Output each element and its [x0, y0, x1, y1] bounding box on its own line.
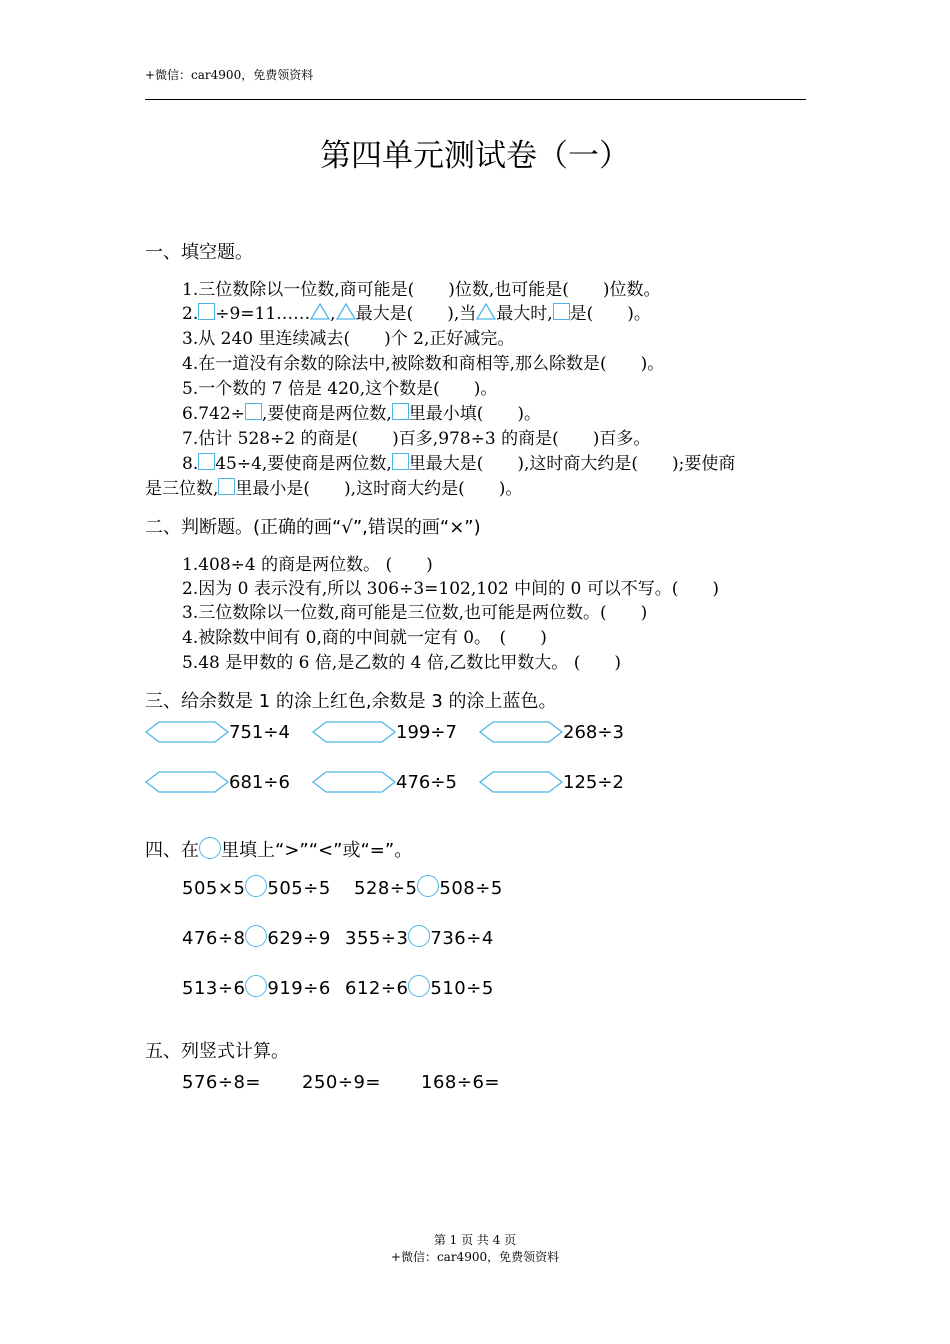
compare-left: 505×5: [182, 878, 246, 899]
division-expr: 268÷3: [563, 721, 624, 743]
fill-q7: 7.估计 528÷2 的商是( )百多,978÷3 的商是( )百多。: [182, 429, 651, 449]
fill-q8-cont: [145, 474, 522, 499]
q6-part-c: 里最小填( )。: [408, 404, 541, 424]
section4-heading-a: 四、在: [145, 840, 199, 861]
division-expr: 125÷2: [563, 771, 624, 793]
color-item[interactable]: [312, 771, 479, 793]
page-number: 第 1 页 共 4 页: [433, 1233, 517, 1247]
q8-part-e: 里最小是( ),这时商大约是( )。: [235, 479, 523, 499]
section4-heading: [145, 836, 412, 862]
square-box-icon: [553, 303, 570, 320]
square-box-icon: [198, 453, 215, 470]
color-item[interactable]: [145, 721, 312, 743]
fill-q2: [182, 299, 651, 324]
q6-part-b: ,要使商是两位数,: [261, 404, 392, 424]
hexagon-icon[interactable]: [312, 721, 396, 743]
q2-part-b: ÷9=11……: [215, 304, 311, 324]
section2-heading: 二、判断题。(正确的画“√”,错误的画“×”): [145, 517, 481, 538]
q8-part-b: 45÷4,要使商是两位数,: [215, 454, 392, 474]
calc-item: 168÷6=: [421, 1072, 500, 1093]
compare-circle[interactable]: [408, 925, 430, 947]
compare-left: 528÷5: [354, 878, 418, 899]
compare-row: [182, 875, 331, 899]
judge-item: 1.408÷4 的商是两位数。 ( ): [182, 555, 433, 575]
color-row: [145, 771, 646, 793]
fill-q1: 1.三位数除以一位数,商可能是( )位数,也可能是( )位数。: [182, 280, 661, 300]
square-box-icon: [218, 478, 235, 495]
compare-circle[interactable]: [245, 925, 267, 947]
compare-row: [182, 975, 331, 999]
judge-item: 3.三位数除以一位数,商可能是三位数,也可能是两位数。( ): [182, 603, 648, 623]
section3-heading: 三、给余数是 1 的涂上红色,余数是 3 的涂上蓝色。: [145, 691, 557, 712]
compare-circle[interactable]: [245, 875, 267, 897]
footer-note: +微信：car4900，免费领资料: [390, 1250, 560, 1264]
hexagon-icon[interactable]: [145, 721, 229, 743]
judge-item: 5.48 是甲数的 6 倍,是乙数的 4 倍,乙数比甲数大。 ( ): [182, 653, 621, 673]
compare-row: [345, 925, 494, 949]
hexagon-icon[interactable]: [479, 771, 563, 793]
division-expr: 199÷7: [396, 721, 457, 743]
q2-part-c: ,: [330, 304, 336, 324]
square-box-icon: [245, 403, 262, 420]
q6-part-a: 6.742÷: [182, 404, 245, 424]
color-item[interactable]: [312, 721, 479, 743]
compare-circle[interactable]: [408, 975, 430, 997]
hexagon-icon[interactable]: [479, 721, 563, 743]
compare-right: 919÷6: [267, 978, 331, 999]
division-expr: 751÷4: [229, 721, 290, 743]
compare-circle[interactable]: [245, 975, 267, 997]
square-box-icon: [392, 403, 409, 420]
fill-q4: 4.在一道没有余数的除法中,被除数和商相等,那么除数是( )。: [182, 354, 665, 374]
calc-item: 576÷8=: [182, 1072, 261, 1093]
judge-item: 4.被除数中间有 0,商的中间就一定有 0。 ( ): [182, 628, 547, 648]
color-item[interactable]: [479, 771, 646, 793]
q8-part-a: 8.: [182, 454, 199, 474]
compare-right: 736÷4: [430, 928, 494, 949]
hexagon-icon[interactable]: [145, 771, 229, 793]
color-item[interactable]: [479, 721, 646, 743]
hexagon-icon[interactable]: [312, 771, 396, 793]
division-expr: 681÷6: [229, 771, 290, 793]
compare-right: 629÷9: [267, 928, 331, 949]
header-rule: [145, 99, 806, 100]
compare-left: 476÷8: [182, 928, 246, 949]
fill-q3: 3.从 240 里连续减去( )个 2,正好减完。: [182, 329, 515, 349]
circle-icon: [199, 837, 221, 859]
q2-part-a: 2.: [182, 304, 199, 324]
compare-left: 612÷6: [345, 978, 409, 999]
compare-row: [182, 925, 331, 949]
page-title: 第四单元测试卷（一）: [320, 138, 630, 174]
division-expr: 476÷5: [396, 771, 457, 793]
compare-right: 505÷5: [267, 878, 331, 899]
fill-q5: 5.一个数的 7 倍是 420,这个数是( )。: [182, 379, 498, 399]
compare-right: 508÷5: [439, 878, 503, 899]
header-note: +微信：car4900，免费领资料: [145, 68, 314, 82]
square-box-icon: [198, 303, 215, 320]
section5-heading: 五、列竖式计算。: [145, 1041, 289, 1062]
compare-circle[interactable]: [417, 875, 439, 897]
fill-q8: [182, 449, 735, 474]
color-item[interactable]: [145, 771, 312, 793]
compare-left: 355÷3: [345, 928, 409, 949]
q2-part-e: 最大时,: [496, 304, 553, 324]
square-box-icon: [392, 453, 409, 470]
judge-item: 2.因为 0 表示没有,所以 306÷3=102,102 中间的 0 可以不写。( ): [182, 579, 719, 599]
color-row: [145, 721, 646, 743]
compare-row: [354, 875, 503, 899]
q2-part-d: 最大是( ),当: [355, 304, 477, 324]
q8-part-d: 是三位数,: [145, 479, 219, 499]
triangle-icon: [476, 303, 496, 320]
q2-part-f: 是( )。: [569, 304, 651, 324]
triangle-icon: [310, 303, 330, 320]
section1-heading: 一、填空题。: [145, 242, 253, 263]
compare-row: [345, 975, 494, 999]
triangle-icon: [336, 303, 356, 320]
fill-q6: [182, 399, 541, 424]
q8-part-c: 里最大是( ),这时商大约是( );要使商: [408, 454, 736, 474]
section4-heading-b: 里填上“>”“<”或“=”。: [221, 840, 413, 861]
compare-right: 510÷5: [430, 978, 494, 999]
compare-left: 513÷6: [182, 978, 246, 999]
calc-item: 250÷9=: [302, 1072, 381, 1093]
